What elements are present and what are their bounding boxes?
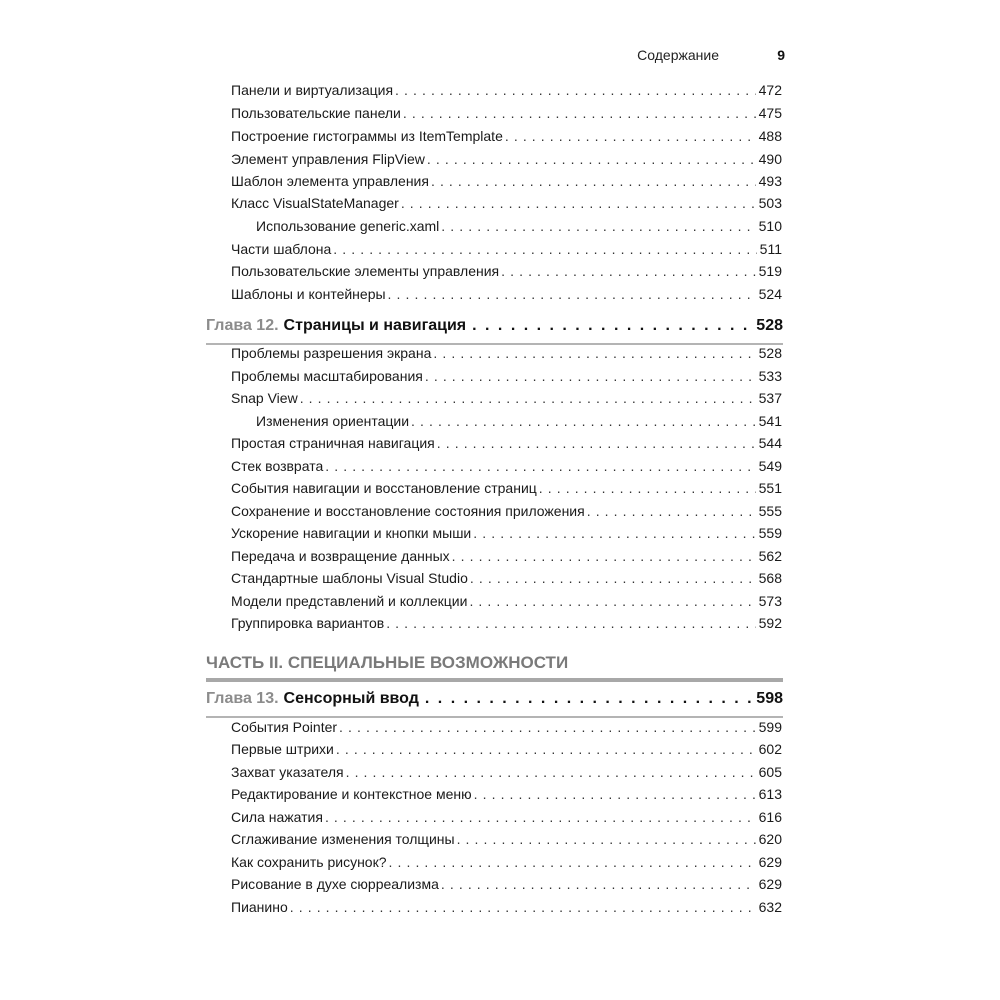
toc-entry[interactable]	[231, 125, 782, 147]
toc-entry-page: 528	[758, 345, 782, 361]
toc-entry[interactable]	[231, 716, 782, 738]
toc-entry[interactable]	[231, 851, 782, 873]
chapter-title: Страницы и навигация	[283, 317, 467, 334]
dot-leader	[333, 238, 756, 260]
dot-leader	[401, 192, 756, 214]
toc-entry[interactable]	[231, 170, 782, 192]
toc-entry-label: Стандартные шаблоны Visual Studio	[231, 570, 468, 586]
toc-entry[interactable]	[231, 828, 782, 850]
toc-entry-label: Проблемы масштабирования	[231, 368, 423, 384]
toc-entry-page: 629	[758, 876, 782, 892]
dot-leader	[437, 432, 756, 454]
toc-entry-label: Сила нажатия	[231, 809, 323, 825]
toc-entry[interactable]	[231, 612, 782, 634]
toc-entry-label: Простая страничная навигация	[231, 435, 435, 451]
chapter-title: Сенсорный ввод	[283, 690, 419, 707]
dot-leader	[346, 761, 756, 783]
toc-entry-label: Сохранение и восстановление состояния приложения	[231, 503, 585, 519]
dot-leader	[339, 716, 756, 738]
chapter-prefix: Глава 13.	[206, 690, 279, 707]
chapter-heading[interactable]	[206, 682, 783, 718]
toc-entry-page: 493	[758, 173, 782, 189]
dot-leader	[474, 783, 756, 805]
dot-leader	[587, 500, 756, 522]
dot-leader	[403, 102, 756, 124]
toc-entry-label: Snap View	[231, 390, 298, 406]
toc-entry[interactable]	[231, 896, 782, 918]
toc-entry-page: 544	[758, 435, 782, 451]
toc-entry[interactable]	[231, 590, 782, 612]
toc-entry[interactable]	[231, 522, 782, 544]
toc-entry[interactable]	[231, 148, 782, 170]
dot-leader	[411, 410, 756, 432]
toc-subentry[interactable]	[256, 215, 782, 237]
dot-leader	[457, 828, 756, 850]
toc-entry-page: 602	[758, 741, 782, 757]
dot-leader	[431, 170, 756, 192]
dot-leader	[441, 873, 756, 895]
toc-entry-label: Как сохранить рисунок?	[231, 854, 387, 870]
toc-entry-page: 533	[758, 368, 782, 384]
toc-entry[interactable]	[231, 342, 782, 364]
toc-entry-label: Редактирование и контекстное меню	[231, 786, 472, 802]
toc-entry-page: 519	[758, 263, 782, 279]
dot-leader	[539, 477, 756, 499]
dot-leader	[427, 148, 756, 170]
toc-entry[interactable]	[231, 738, 782, 760]
toc-entry-page: 592	[758, 615, 782, 631]
toc-entry-page: 632	[758, 899, 782, 915]
toc-entry[interactable]	[231, 387, 782, 409]
toc-entry-label: Использование generic.xaml	[256, 218, 440, 234]
toc-entry[interactable]	[231, 545, 782, 567]
dot-leader	[325, 806, 756, 828]
page-header	[0, 46, 785, 66]
toc-entry-page: 524	[758, 286, 782, 302]
toc-entry[interactable]	[231, 283, 782, 305]
dot-leader	[433, 342, 755, 364]
toc-entry-page: 613	[758, 786, 782, 802]
toc-entry-label: События Pointer	[231, 719, 338, 735]
toc-entry[interactable]	[231, 567, 782, 589]
chapter-prefix: Глава 12.	[206, 317, 279, 334]
toc-entry-label: Пользовательские элементы управления	[231, 263, 500, 279]
toc-entry[interactable]	[231, 238, 782, 260]
dot-leader	[472, 317, 751, 335]
dot-leader	[395, 79, 756, 101]
toc-entry-page: 559	[758, 525, 782, 541]
dot-leader	[300, 387, 756, 409]
toc-entry-label: Пианино	[231, 899, 288, 915]
toc-entry-page: 555	[758, 503, 782, 519]
toc-entry[interactable]	[231, 260, 782, 282]
toc-entry[interactable]	[231, 806, 782, 828]
dot-leader	[441, 215, 755, 237]
dot-leader	[469, 590, 755, 612]
toc-entry-label: Класс VisualStateManager	[231, 195, 399, 211]
toc-entry-page: 472	[758, 82, 782, 98]
toc-entry-page: 488	[758, 128, 782, 144]
toc-entry[interactable]	[231, 79, 782, 101]
toc-entry-label: Изменения ориентации	[256, 413, 410, 429]
toc-entry-label: Стек возврата	[231, 458, 324, 474]
toc-entry-label: Панели и виртуализация	[231, 82, 394, 98]
toc-entry[interactable]	[231, 477, 782, 499]
toc-entry-page: 573	[758, 593, 782, 609]
dot-leader	[325, 455, 755, 477]
dot-leader	[388, 283, 756, 305]
dot-leader	[470, 567, 756, 589]
dot-leader	[425, 365, 756, 387]
toc-entry-label: Модели представлений и коллекции	[231, 593, 468, 609]
chapter-heading[interactable]	[206, 309, 783, 345]
toc-entry[interactable]	[231, 102, 782, 124]
toc-entry-page: 616	[758, 809, 782, 825]
toc-entry[interactable]	[231, 432, 782, 454]
toc-entry-label: Пользовательские панели	[231, 105, 401, 121]
toc-entry-page: 599	[758, 719, 782, 735]
toc-entry[interactable]	[231, 783, 782, 805]
toc-entry[interactable]	[231, 365, 782, 387]
toc-entry[interactable]	[231, 500, 782, 522]
chapter-page: 598	[756, 690, 783, 707]
toc-entry[interactable]	[231, 873, 782, 895]
toc-entry-page: 503	[758, 195, 782, 211]
toc-entry-page: 511	[759, 241, 782, 257]
toc-entry-label: События навигации и восстановление страниц	[231, 480, 537, 496]
toc-entry-page: 605	[758, 764, 782, 780]
dot-leader	[452, 545, 756, 567]
toc-entry-label: Части шаблона	[231, 241, 332, 257]
toc-entry-label: Проблемы разрешения экрана	[231, 345, 432, 361]
toc-entry-page: 568	[758, 570, 782, 586]
toc-entry-page: 475	[758, 105, 782, 121]
dot-leader	[425, 690, 751, 708]
toc-entry-page: 562	[758, 548, 782, 564]
toc-entry[interactable]	[231, 192, 782, 214]
toc-entry-label: Шаблоны и контейнеры	[231, 286, 386, 302]
toc-entry-page: 541	[758, 413, 782, 429]
dot-leader	[389, 851, 756, 873]
toc-entry[interactable]	[231, 761, 782, 783]
dot-leader	[505, 125, 756, 147]
chapter-page: 528	[756, 317, 783, 334]
dot-leader	[473, 522, 755, 544]
toc-entry-label: Группировка вариантов	[231, 615, 385, 631]
toc-entry-page: 490	[758, 151, 782, 167]
dot-leader	[336, 738, 756, 760]
toc-entry-label: Ускорение навигации и кнопки мыши	[231, 525, 472, 541]
toc-entry-page: 551	[758, 480, 782, 496]
part-heading[interactable]: ЧАСТЬ II. СПЕЦИАЛЬНЫЕ ВОЗМОЖНОСТИ	[206, 650, 783, 682]
toc-entry-label: Сглаживание изменения толщины	[231, 831, 455, 847]
running-title: Содержание	[637, 47, 719, 63]
toc-entry-label: Построение гистограммы из ItemTemplate	[231, 128, 503, 144]
dot-leader	[501, 260, 756, 282]
toc-entry-page: 629	[758, 854, 782, 870]
toc-entry-label: Захват указателя	[231, 764, 344, 780]
toc-entry-label: Первые штрихи	[231, 741, 334, 757]
toc-entry-page: 620	[758, 831, 782, 847]
page-number: 9	[777, 47, 785, 63]
dot-leader	[290, 896, 756, 918]
dot-leader	[386, 612, 755, 634]
toc-entry-label: Рисование в духе сюрреализма	[231, 876, 439, 892]
toc-entry-label: Шаблон элемента управления	[231, 173, 429, 189]
toc-entry[interactable]	[231, 455, 782, 477]
toc-subentry[interactable]	[256, 410, 782, 432]
toc-entry-label: Элемент управления FlipView	[231, 151, 425, 167]
toc-entry-label: Передача и возвращение данных	[231, 548, 450, 564]
toc-entry-page: 537	[758, 390, 782, 406]
toc-entry-page: 510	[758, 218, 782, 234]
toc-entry-page: 549	[758, 458, 782, 474]
